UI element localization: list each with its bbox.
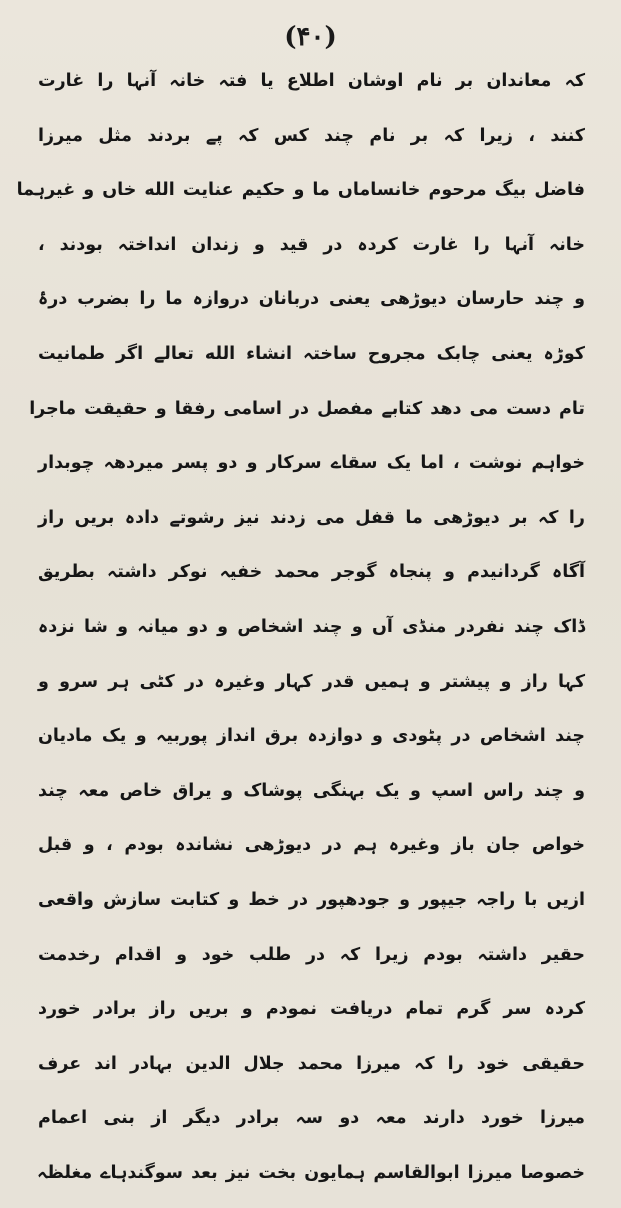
body-text xyxy=(16,62,585,1208)
text-line: چند اشخاص در پٹودی و دوازدہ برق انداز پوربیہ و یک مادیان xyxy=(38,726,585,747)
text-line: کوڑہ یعنی چابک مجروح ساختہ انشاء الله تعالے اگر طمانیت xyxy=(38,343,585,364)
text-line: آگاہ گردانیدم و پنجاہ گوجر محمد خفیہ نوکر داشتہ بطریق xyxy=(38,562,585,583)
text-line: حقیقی خود را کہ میرزا محمد جلال الدین بہادر اند عرف xyxy=(38,1053,585,1074)
text-line: ازیں با راجہ جیپور و جودھپور در خط و کتابت سازش واقعی xyxy=(38,889,585,910)
text-line: ڈاک چند نفردر منڈی آں و چند اشخاص و دو میانہ و شا نزدہ xyxy=(38,616,585,637)
text-line: کردہ سر گرم تمام دریافت نمودم و بریں راز برادر خورد xyxy=(38,999,585,1020)
text-line: را کہ بر دیوڑھی ما قفل می زدند نیز رشوتے دادہ بریں راز xyxy=(38,507,585,528)
text-line: میرزا خورد دارند معہ دو سہ برادر دیگر از بنی اعمام xyxy=(38,1108,585,1129)
text-line: کہ معاندان بر نام اوشان اطلاع یا فتہ خانہ آنہا را غارت xyxy=(38,71,585,91)
page-number: (۴۰) xyxy=(284,22,337,52)
text-line: خواہم نوشت ، اما یک سقاے سرکار و دو پسر میردھہ چوبدار xyxy=(38,453,585,474)
text-line: حقیر داشتہ بودم زیرا کہ در طلب خود و اقدام رخدمت xyxy=(38,944,585,965)
text-line: و چند حارسان دیوڑھی یعنی دربانان دروازہ ما را بضرب درۂ xyxy=(38,289,585,310)
text-line: خواص جان باز وغیرہ ہم در دیوڑھی نشاندہ بودم ، و قبل xyxy=(38,835,585,856)
text-line: خصوصا میرزا ابوالقاسم ہمایون بخت نیز بعد سوگندہاے مغلظہ xyxy=(37,1162,585,1183)
text-line: و چند راس اسپ و یک بہنگی پوشاک و یراق خاص معہ چند xyxy=(38,780,585,801)
text-line: خانہ آنہا را غارت کردہ در قید و زندان انداختہ بودند ، xyxy=(38,234,585,255)
text-line: تام دست می دھد کتابے مفصل در اسامی رفقا و حقیقت ماجرا xyxy=(29,398,585,419)
text-line: فاضل بیگ مرحوم خانساماں ما و حکیم عنایت الله خاں و غیرہما xyxy=(16,180,585,201)
text-line: کنند ، زیرا کہ بر نام چند کس کہ پے بردند مثل میرزا xyxy=(38,125,585,146)
text-line: کہا راز و پیشتر و ہمیں قدر کہار وغیرہ در کٹی ہر سرو و xyxy=(38,671,585,692)
